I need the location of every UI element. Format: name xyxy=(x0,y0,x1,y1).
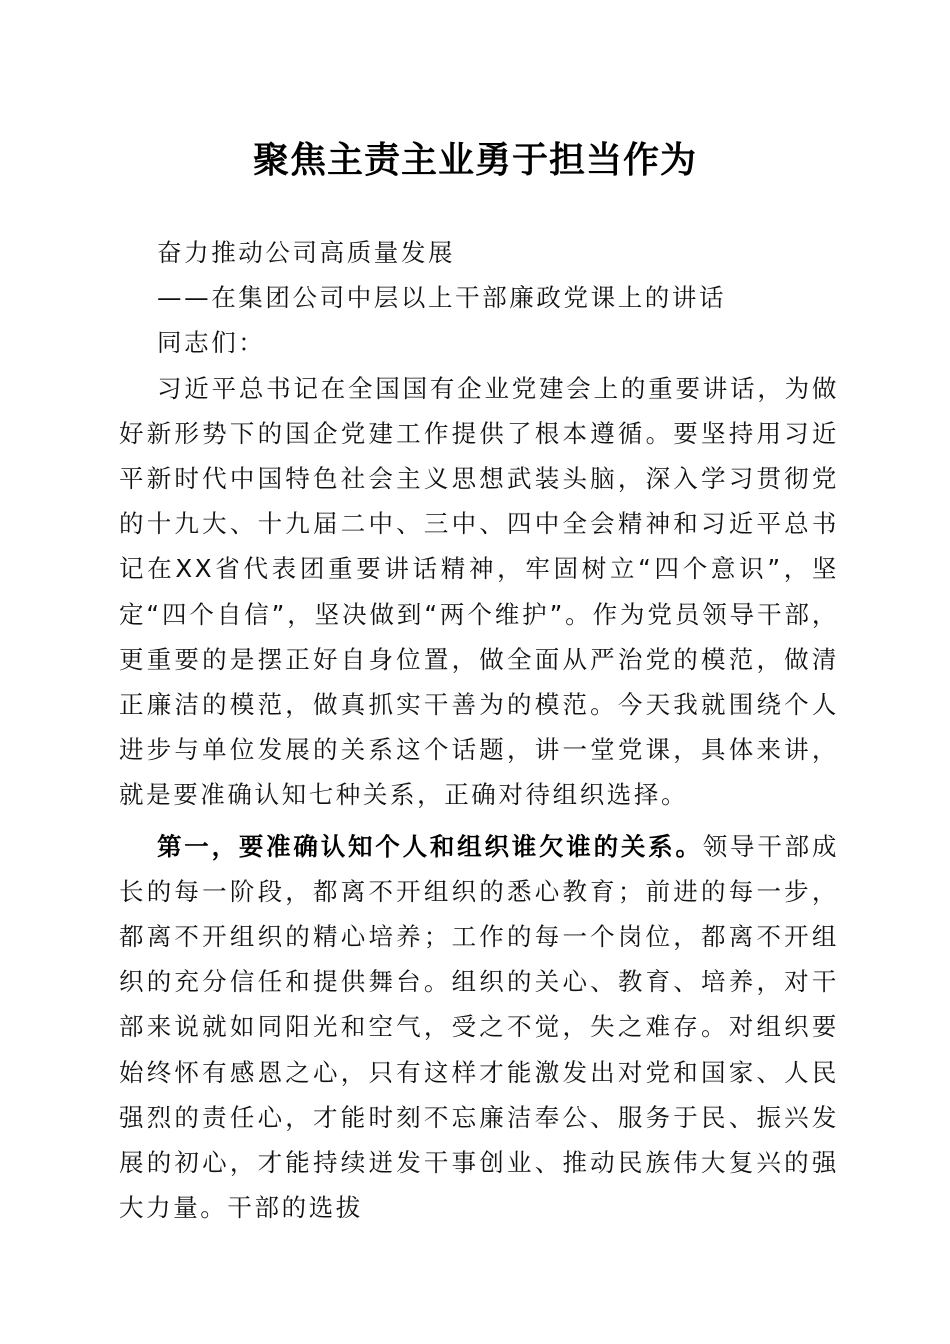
paragraph-intro-text: 习近平总书记在全国国有企业党建会上的重要讲话，为做好新形势下的国企党建工作提供了根本遵循。要坚持用习近平新时代中国特色社会主义思想武装头脑，深入学习贯彻党的十九大、十九届二中、三中、四中全会精神和习近平总书记在XX省代表团重要讲话精神，牢固树立“四个意识”，坚定“四个自信”，坚决做到“两个维护”。作为党员领导干部，更重要的是摆正好自身位置，做全面从严治党的模范，做清正廉洁的模范，做真抓实干善为的模范。今天我就围绕个人进步与单位发展的关系这个话题，讲一堂党课，具体来讲，就是要准确认知七种关系，正确对待组织选择。 xyxy=(119,373,839,810)
paragraph-first-point xyxy=(119,824,839,1231)
paragraph-first-point-text: 领导干部成长的每一阶段，都离不开组织的悉心教育；前进的每一步，都离不开组织的精心培养；工作的每一个岗位，都离不开组织的充分信任和提供舞台。组织的关心、教育、培养，对干部来说就如同阳光和空气，受之不觉，失之难存。对组织要始终怀有感恩之心，只有这样才能激发出对党和国家、人民强烈的责任心，才能时刻不忘廉洁奉公、服务于民、振兴发展的初心，才能持续迸发干事创业、推动民族伟大复兴的强大力量。干部的选拔 xyxy=(119,831,839,1223)
document-subtitle: 奋力推动公司高质量发展 xyxy=(157,238,456,267)
document-occasion: ——在集团公司中层以上干部廉政党课上的讲话 xyxy=(157,283,727,313)
document-title: 聚焦主责主业勇于担当作为 xyxy=(252,139,697,181)
document-body xyxy=(119,230,839,1230)
paragraph-lead-sentence: 第一，要准确认知个人和组织谁欠谁的关系。 xyxy=(157,831,703,861)
paragraph-intro xyxy=(119,366,839,818)
document-salutation: 同志们： xyxy=(157,328,266,358)
